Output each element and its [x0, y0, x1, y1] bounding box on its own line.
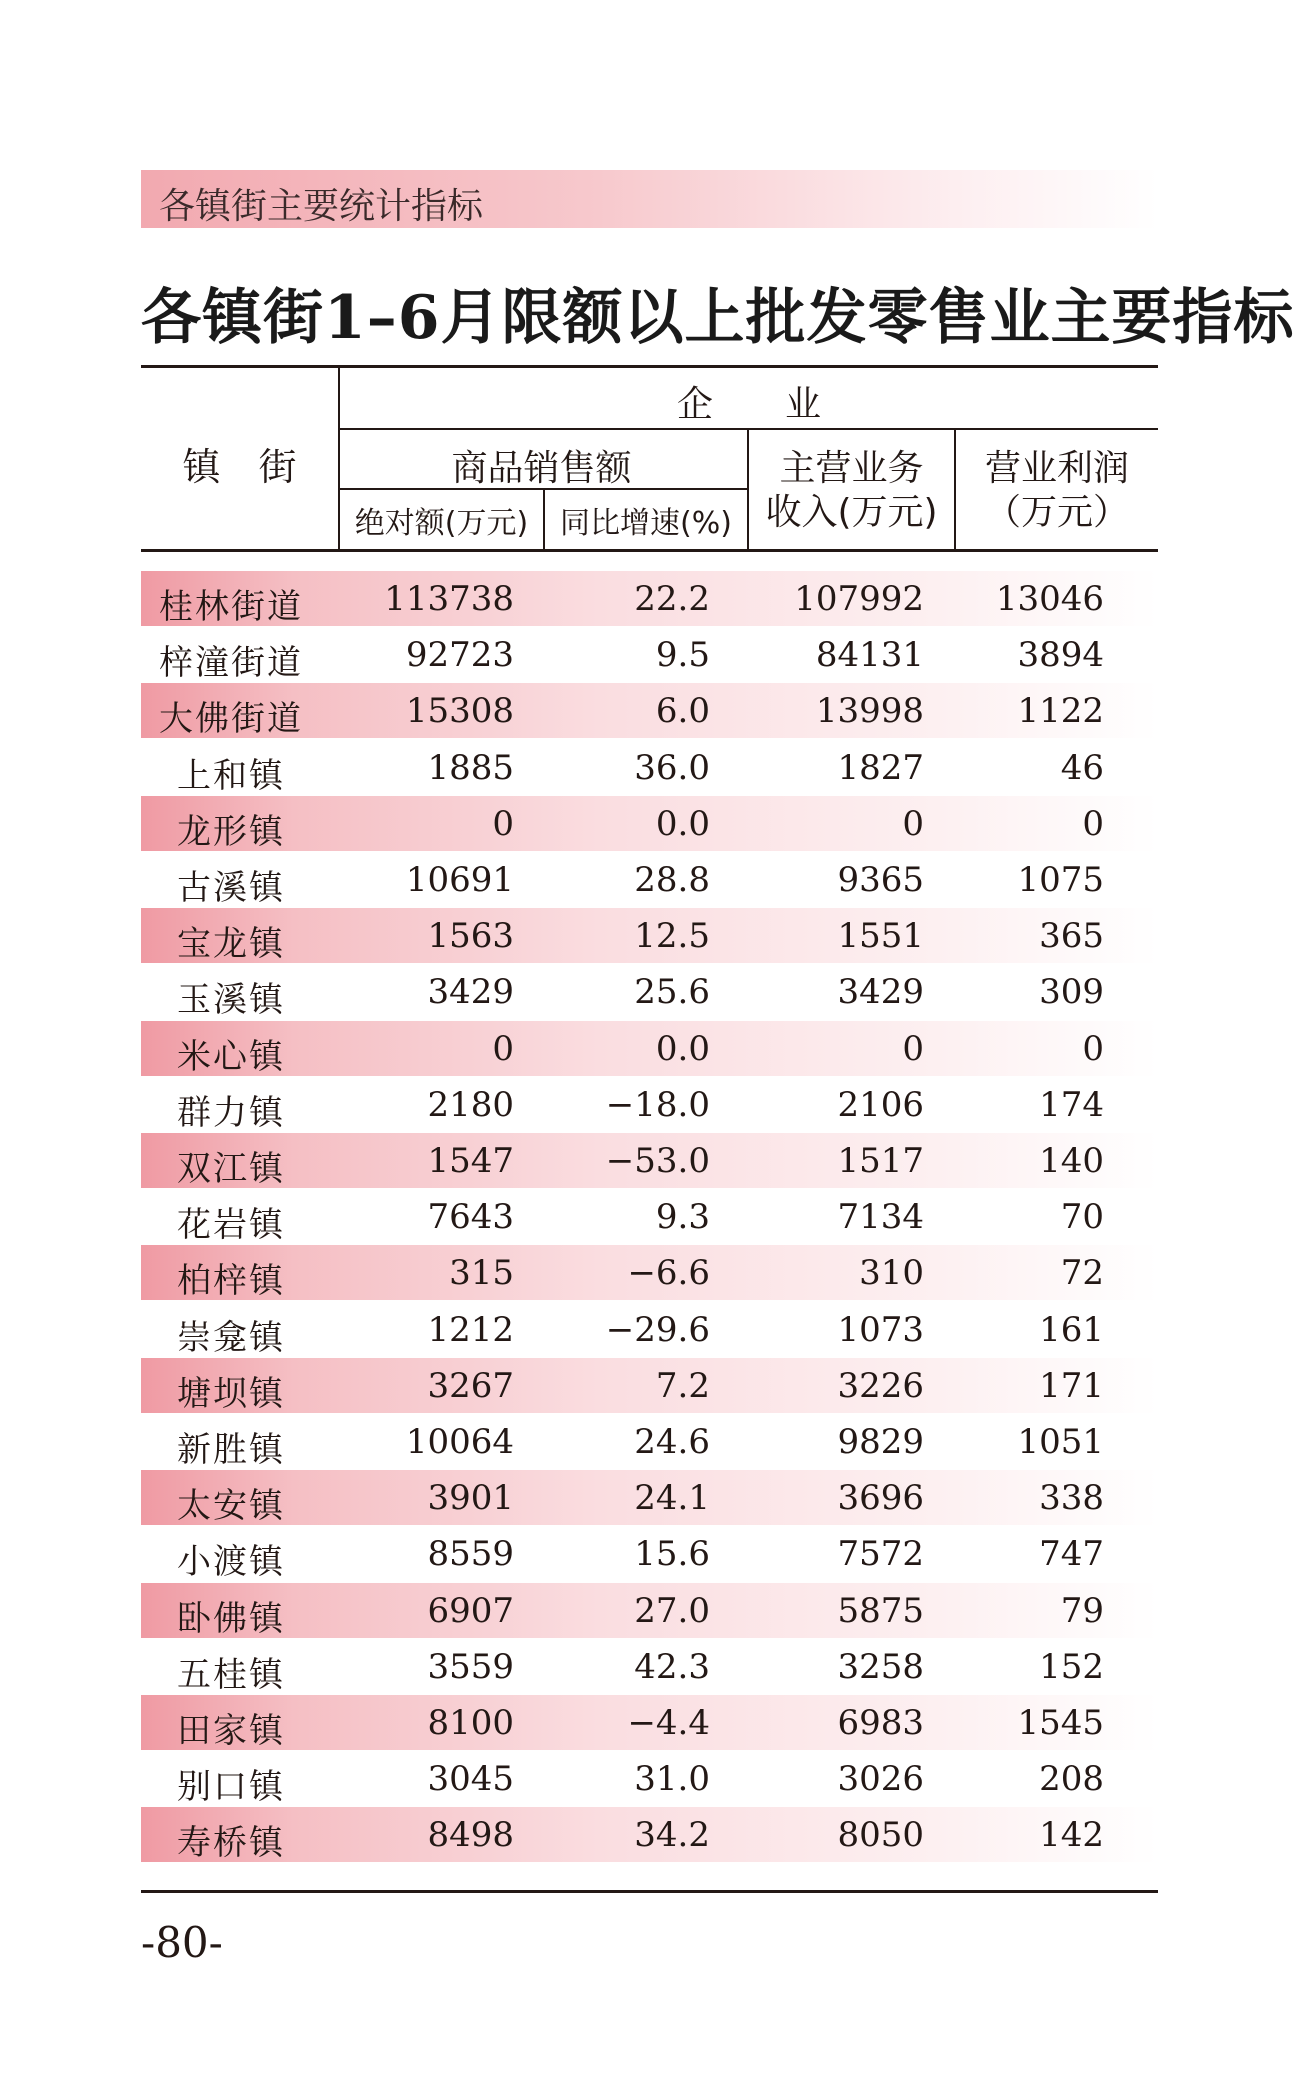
- cell-profit: 161: [1039, 1310, 1104, 1350]
- cell-revenue: 3026: [837, 1759, 924, 1799]
- cell-sales: 113738: [384, 579, 514, 619]
- cell-growth: 12.5: [634, 916, 710, 956]
- cell-revenue: 6983: [837, 1703, 924, 1743]
- cell-revenue: 13998: [815, 691, 924, 731]
- cell-town-name: 塘坝镇: [177, 1374, 285, 1414]
- cell-profit: 1075: [1017, 860, 1104, 900]
- cell-growth: 27.0: [634, 1591, 710, 1631]
- cell-profit: 174: [1039, 1085, 1104, 1125]
- cell-town-name: 大佛街道: [159, 699, 303, 739]
- cell-sales: 2180: [427, 1085, 514, 1125]
- cell-revenue: 3696: [837, 1478, 924, 1518]
- cell-profit: 338: [1039, 1478, 1104, 1518]
- cell-sales: 0: [492, 804, 514, 844]
- cell-town-name: 五桂镇: [177, 1655, 285, 1695]
- cell-revenue: 84131: [815, 635, 924, 675]
- cell-town-name: 桂林街道: [159, 587, 303, 627]
- cell-town-name: 古溪镇: [177, 868, 285, 908]
- cell-growth: −18.0: [605, 1085, 710, 1125]
- table-row: [141, 1245, 1158, 1300]
- header-bottom-rule: [141, 549, 1158, 552]
- header-town: 镇 街: [182, 445, 297, 489]
- table-row: [141, 852, 1158, 907]
- cell-growth: 15.6: [634, 1534, 710, 1574]
- cell-growth: 25.6: [634, 972, 710, 1012]
- cell-profit: 3894: [1017, 635, 1104, 675]
- cell-profit: 140: [1039, 1141, 1104, 1181]
- table-row: [141, 1470, 1158, 1525]
- cell-sales: 315: [449, 1253, 514, 1293]
- header-sales-abs: 绝对额(万元): [354, 506, 529, 541]
- table-row: [141, 740, 1158, 795]
- cell-sales: 92723: [405, 635, 514, 675]
- cell-profit: 0: [1082, 1029, 1104, 1069]
- cell-revenue: 9365: [837, 860, 924, 900]
- cell-revenue: 7572: [837, 1534, 924, 1574]
- cell-town-name: 米心镇: [177, 1037, 285, 1077]
- cell-town-name: 新胜镇: [177, 1430, 285, 1470]
- cell-profit: 72: [1060, 1253, 1104, 1293]
- cell-growth: 24.6: [634, 1422, 710, 1462]
- cell-town-name: 崇龛镇: [177, 1318, 285, 1358]
- cell-growth: −6.6: [627, 1253, 710, 1293]
- cell-town-name: 太安镇: [177, 1486, 285, 1526]
- cell-growth: −53.0: [605, 1141, 710, 1181]
- cell-profit: 1051: [1017, 1422, 1104, 1462]
- cell-profit: 142: [1039, 1815, 1104, 1855]
- cell-town-name: 别口镇: [177, 1767, 285, 1807]
- cell-sales: 10064: [405, 1422, 514, 1462]
- cell-sales: 10691: [405, 860, 514, 900]
- table-row: [141, 1077, 1158, 1132]
- cell-town-name: 卧佛镇: [177, 1599, 285, 1639]
- cell-revenue: 0: [902, 804, 924, 844]
- cell-revenue: 7134: [837, 1197, 924, 1237]
- cell-revenue: 5875: [837, 1591, 924, 1631]
- cell-town-name: 小渡镇: [177, 1542, 285, 1582]
- table-row: [141, 683, 1158, 738]
- section-banner: [141, 170, 1158, 228]
- cell-revenue: 0: [902, 1029, 924, 1069]
- cell-growth: 0.0: [655, 1029, 710, 1069]
- cell-revenue: 9829: [837, 1422, 924, 1462]
- cell-profit: 46: [1060, 748, 1104, 788]
- cell-growth: 9.5: [655, 635, 710, 675]
- cell-sales: 1547: [427, 1141, 514, 1181]
- cell-growth: 6.0: [655, 691, 710, 731]
- cell-sales: 1885: [427, 748, 514, 788]
- cell-revenue: 8050: [837, 1815, 924, 1855]
- table-row: [141, 964, 1158, 1019]
- cell-growth: −29.6: [605, 1310, 710, 1350]
- cell-profit: 208: [1039, 1759, 1104, 1799]
- table-row: [141, 1021, 1158, 1076]
- cell-sales: 1563: [427, 916, 514, 956]
- header-profit-line1: 营业利润: [984, 448, 1129, 489]
- table-row: [141, 1302, 1158, 1357]
- cell-growth: 24.1: [634, 1478, 710, 1518]
- header-sales-growth: 同比增速(%): [560, 506, 732, 541]
- table-row: [141, 1414, 1158, 1469]
- cell-growth: −4.4: [627, 1703, 710, 1743]
- cell-town-name: 梓潼街道: [159, 643, 303, 683]
- cell-revenue: 310: [859, 1253, 924, 1293]
- table-row: [141, 1133, 1158, 1188]
- cell-sales: 0: [492, 1029, 514, 1069]
- cell-profit: 171: [1039, 1366, 1104, 1406]
- cell-profit: 152: [1039, 1647, 1104, 1687]
- cell-town-name: 田家镇: [177, 1711, 285, 1751]
- cell-revenue: 3258: [837, 1647, 924, 1687]
- cell-profit: 747: [1039, 1534, 1104, 1574]
- page-number: -80-: [141, 1918, 223, 1967]
- table-row: [141, 1807, 1158, 1862]
- section-banner-label: 各镇街主要统计指标: [159, 186, 484, 227]
- header-revenue-line1: 主营业务: [779, 448, 924, 489]
- table-row: [141, 1639, 1158, 1694]
- cell-town-name: 寿桥镇: [177, 1823, 285, 1863]
- table-row: [141, 796, 1158, 851]
- cell-profit: 365: [1039, 916, 1104, 956]
- cell-town-name: 柏梓镇: [177, 1261, 285, 1301]
- cell-revenue: 3429: [837, 972, 924, 1012]
- header-enterprise: 企 业: [676, 384, 821, 425]
- table-row: [141, 1358, 1158, 1413]
- cell-growth: 0.0: [655, 804, 710, 844]
- cell-growth: 28.8: [634, 860, 710, 900]
- cell-revenue: 2106: [837, 1085, 924, 1125]
- cell-sales: 1212: [427, 1310, 514, 1350]
- cell-revenue: 1517: [837, 1141, 924, 1181]
- cell-sales: 3901: [427, 1478, 514, 1518]
- cell-town-name: 上和镇: [177, 756, 285, 796]
- header-sales: 商品销售额: [451, 448, 632, 489]
- cell-growth: 31.0: [634, 1759, 710, 1799]
- header-profit-line2: （万元）: [984, 492, 1129, 533]
- cell-town-name: 宝龙镇: [177, 924, 285, 964]
- cell-profit: 0: [1082, 804, 1104, 844]
- cell-profit: 13046: [995, 579, 1104, 619]
- header-revenue-line2: 收入(万元): [765, 492, 938, 533]
- table-row: [141, 908, 1158, 963]
- cell-sales: 6907: [427, 1591, 514, 1631]
- table-top-rule: [141, 365, 1158, 368]
- table-row: [141, 627, 1158, 682]
- cell-sales: 3267: [427, 1366, 514, 1406]
- cell-sales: 3559: [427, 1647, 514, 1687]
- cell-growth: 7.2: [655, 1366, 710, 1406]
- cell-growth: 9.3: [655, 1197, 710, 1237]
- cell-profit: 1122: [1017, 691, 1104, 731]
- cell-sales: 7643: [427, 1197, 514, 1237]
- cell-sales: 8559: [427, 1534, 514, 1574]
- cell-growth: 42.3: [634, 1647, 710, 1687]
- table-row: [141, 1751, 1158, 1806]
- cell-profit: 70: [1060, 1197, 1104, 1237]
- cell-sales: 8100: [427, 1703, 514, 1743]
- table-row: [141, 1189, 1158, 1244]
- cell-profit: 1545: [1017, 1703, 1104, 1743]
- table-row: [141, 571, 1158, 626]
- cell-town-name: 花岩镇: [177, 1205, 285, 1245]
- cell-profit: 309: [1039, 972, 1104, 1012]
- cell-town-name: 龙形镇: [177, 812, 285, 852]
- cell-sales: 3045: [427, 1759, 514, 1799]
- table-row: [141, 1583, 1158, 1638]
- table-row: [141, 1526, 1158, 1581]
- cell-revenue: 1551: [837, 916, 924, 956]
- cell-town-name: 玉溪镇: [177, 980, 285, 1020]
- cell-growth: 36.0: [634, 748, 710, 788]
- cell-sales: 8498: [427, 1815, 514, 1855]
- cell-revenue: 1827: [837, 748, 924, 788]
- page-title: 各镇街1–6月限额以上批发零售业主要指标: [141, 283, 1295, 353]
- cell-revenue: 1073: [837, 1310, 924, 1350]
- cell-town-name: 群力镇: [177, 1093, 285, 1133]
- cell-growth: 34.2: [634, 1815, 710, 1855]
- cell-revenue: 3226: [837, 1366, 924, 1406]
- cell-town-name: 双江镇: [177, 1149, 285, 1189]
- cell-revenue: 107992: [794, 579, 924, 619]
- cell-growth: 22.2: [634, 579, 710, 619]
- table-row: [141, 1695, 1158, 1750]
- table-bottom-rule: [141, 1890, 1158, 1893]
- cell-sales: 3429: [427, 972, 514, 1012]
- cell-profit: 79: [1060, 1591, 1104, 1631]
- cell-sales: 15308: [405, 691, 514, 731]
